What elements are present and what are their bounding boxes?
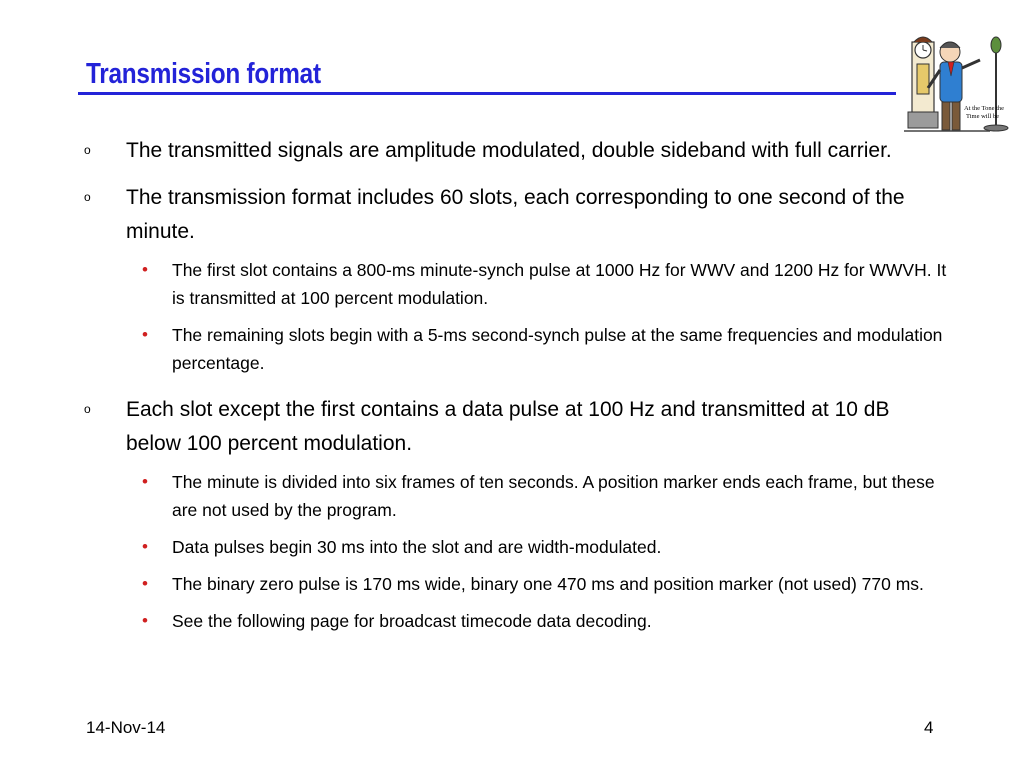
bullet-marker: o (84, 402, 91, 416)
sub-bullet-2-2 (80, 321, 950, 377)
sub-bullet-3-2 (80, 533, 950, 561)
sub-bullet-2-2-text: The remaining slots begin with a 5-ms second-synch pulse at the same frequencies and modulation percentage. (172, 325, 943, 373)
sub-bullet-3-2-text: Data pulses begin 30 ms into the slot and are width-modulated. (172, 537, 662, 557)
sub-bullet-3-4 (80, 607, 950, 635)
bullet-1-text: The transmitted signals are amplitude modulated, double sideband with full carrier. (126, 139, 892, 162)
sub-bullet-marker: • (142, 325, 148, 344)
clipart-caption-2: Time will be (966, 113, 999, 120)
sub-bullet-2-1-text: The first slot contains a 800-ms minute-synch pulse at 1000 Hz for WWV and 1200 Hz for WWVH. It is transmitted at 100 percent modulation. (172, 260, 947, 308)
slide-title: Transmission format (86, 58, 321, 90)
bullet-list (80, 134, 950, 635)
sub-bullet-marker: • (142, 472, 148, 491)
page-number: 4 (924, 718, 934, 737)
clipart-caption-1: At the Tone the (964, 105, 1005, 112)
bullet-3 (80, 393, 950, 461)
sub-bullet-marker: • (142, 537, 148, 556)
clock-man-clipart (890, 30, 1012, 140)
bullet-2 (80, 181, 950, 249)
sub-bullet-3-1-text: The minute is divided into six frames of ten seconds. A position marker ends each frame, but these are not used by the program. (172, 472, 935, 520)
bullet-3-text: Each slot except the first contains a data pulse at 100 Hz and transmitted at 10 dB below 100 percent modulation. (126, 398, 890, 455)
footer-date: 14-Nov-14 (86, 718, 166, 737)
sub-bullet-3-3-text: The binary zero pulse is 170 ms wide, binary one 470 ms and position marker (not used) 770 ms. (172, 574, 924, 594)
sub-bullet-3-3 (80, 570, 950, 598)
sub-bullet-3-1 (80, 468, 950, 524)
sub-bullet-2-1 (80, 256, 950, 312)
bullet-1 (80, 134, 950, 168)
sub-bullet-marker: • (142, 260, 148, 279)
sub-bullet-3-4-text: See the following page for broadcast timecode data decoding. (172, 611, 652, 631)
sub-bullet-marker: • (142, 611, 148, 630)
bullet-2-text: The transmission format includes 60 slots, each corresponding to one second of the minute. (126, 186, 905, 243)
bullet-marker: o (84, 190, 91, 204)
bullet-marker: o (84, 143, 91, 157)
sub-bullet-marker: • (142, 574, 148, 593)
title-underline (78, 92, 896, 95)
